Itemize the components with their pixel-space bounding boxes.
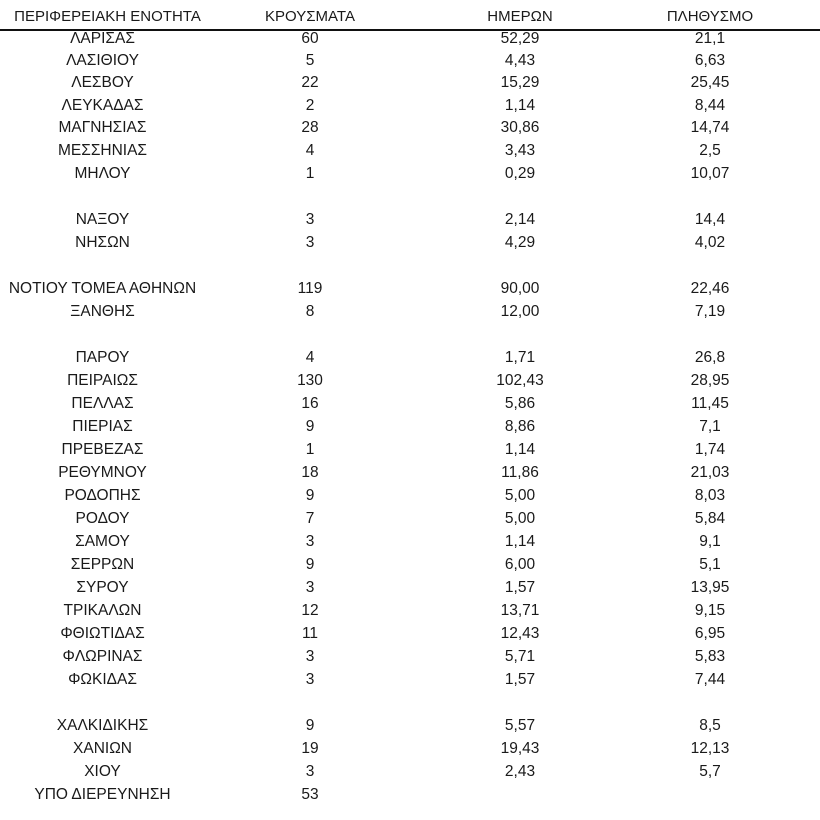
cell-days: 52,29 [500, 30, 540, 47]
cell-cases: 3 [305, 533, 315, 550]
cell-region: ΜΑΓΝΗΣΙΑΣ [58, 119, 147, 136]
cell-region: ΧΙΟΥ [84, 763, 121, 780]
table-row [0, 761, 820, 783]
cell-population: 9,15 [694, 602, 726, 619]
cell-population: 25,45 [690, 74, 730, 91]
table-row [0, 209, 820, 231]
cell-days [430, 784, 610, 806]
cell-region: ΛΕΣΒΟΥ [71, 74, 134, 91]
cell-cases: 9 [305, 487, 315, 504]
cell-cases: 53 [301, 786, 319, 803]
cell-days: 11,86 [501, 464, 539, 481]
cell-cases: 9 [305, 717, 315, 734]
cell-region: ΦΛΩΡΙΝΑΣ [62, 648, 143, 665]
cell-population: 14,74 [690, 119, 730, 136]
table-row [0, 278, 820, 300]
cell-region: ΛΕΥΚΑΔΑΣ [61, 97, 144, 114]
cell-days: 2,14 [504, 211, 536, 228]
cell-population: 5,1 [699, 556, 721, 573]
cell-population: 13,95 [690, 579, 730, 596]
cell-population: 4,02 [694, 234, 726, 251]
table-row [0, 117, 820, 139]
table-row [0, 462, 820, 484]
cell-region: ΥΠΟ ΔΙΕΡΕΥΝΗΣΗ [34, 786, 171, 803]
cell-population: 12,13 [690, 740, 730, 757]
cell-days: 6,00 [504, 556, 536, 573]
cell-cases: 3 [305, 211, 315, 228]
cell-days: 1,57 [504, 579, 536, 596]
cell-cases: 4 [305, 349, 315, 366]
cell-region: ΝΑΞΟΥ [75, 211, 130, 228]
cell-days: 30,86 [500, 119, 540, 136]
table-row [0, 600, 820, 622]
cell-cases: 9 [305, 418, 315, 435]
table-row [0, 669, 820, 691]
cell-population: 5,84 [694, 510, 726, 527]
cell-days: 13,71 [500, 602, 540, 619]
cell-region: ΡΕΘΥΜΝΟΥ [58, 464, 147, 481]
cell-population: 8,44 [694, 97, 726, 114]
cell-days: 5,00 [504, 487, 536, 504]
table-row [0, 531, 820, 553]
cell-population: 7,1 [699, 418, 721, 435]
cell-days: 2,43 [504, 763, 536, 780]
table-row [0, 232, 820, 254]
cell-region: ΤΡΙΚΑΛΩΝ [63, 602, 142, 619]
table-row [0, 485, 820, 507]
table-row [0, 370, 820, 392]
cell-region: ΡΟΔΟΥ [75, 510, 130, 527]
table-row [0, 347, 820, 369]
cell-cases: 7 [305, 510, 315, 527]
cell-days: 5,71 [504, 648, 536, 665]
cell-cases: 12 [301, 602, 319, 619]
cell-population: 7,44 [694, 671, 726, 688]
cell-population: 11,45 [691, 395, 729, 412]
table-row [0, 163, 820, 185]
header-cases: ΚΡΟΥΣΜΑΤΑ [265, 8, 355, 25]
cell-cases: 11 [301, 625, 319, 642]
table-row [0, 738, 820, 760]
cell-cases: 19 [301, 740, 319, 757]
cell-days: 1,57 [504, 671, 536, 688]
cell-region: ΠΕΙΡΑΙΩΣ [67, 372, 138, 389]
cell-days: 1,14 [504, 441, 536, 458]
table-row [0, 95, 820, 117]
cell-population: 6,63 [694, 52, 726, 69]
cell-cases: 3 [305, 671, 315, 688]
cell-population: 8,03 [694, 487, 726, 504]
table-row [0, 508, 820, 530]
cell-region: ΠΑΡΟΥ [75, 349, 130, 366]
cell-cases: 3 [305, 234, 315, 251]
cell-cases: 3 [305, 579, 315, 596]
cell-days: 15,29 [500, 74, 540, 91]
cell-region: ΜΕΣΣΗΝΙΑΣ [57, 142, 148, 159]
table-row [0, 28, 820, 50]
table-row [0, 439, 820, 461]
cell-days: 1,14 [504, 533, 536, 550]
table-row [0, 50, 820, 72]
table-row [0, 140, 820, 162]
cell-days: 102,43 [496, 372, 544, 389]
cell-population [620, 784, 800, 806]
cell-region: ΛΑΣΙΘΙΟΥ [66, 52, 139, 69]
cell-population: 5,7 [699, 763, 721, 780]
cell-cases: 5 [305, 52, 315, 69]
cell-cases: 1 [305, 441, 315, 458]
cell-region: ΠΡΕΒΕΖΑΣ [61, 441, 144, 458]
cell-region: ΣΕΡΡΩΝ [70, 556, 135, 573]
cell-cases: 18 [301, 464, 319, 481]
cell-region: ΠΕΛΛΑΣ [71, 395, 134, 412]
cell-population: 10,07 [690, 165, 730, 182]
cell-population: 21,03 [690, 464, 730, 481]
cell-cases: 3 [305, 648, 315, 665]
cell-cases: 22 [301, 74, 319, 91]
table-row [0, 554, 820, 576]
cell-region: ΧΑΝΙΩΝ [73, 740, 132, 757]
header-population: ΠΛΗΘΥΣΜΟ [666, 8, 754, 25]
cell-days: 4,29 [504, 234, 536, 251]
header-region: ΠΕΡΙΦΕΡΕΙΑΚΗ ΕΝΟΤΗΤΑ [14, 8, 201, 25]
cell-region: ΦΩΚΙΔΑΣ [68, 671, 137, 688]
table-row [0, 301, 820, 323]
cell-region: ΣΑΜΟΥ [75, 533, 130, 550]
cell-population: 14,4 [694, 211, 726, 228]
cell-region: ΞΑΝΘΗΣ [70, 303, 135, 320]
cell-days: 0,29 [504, 165, 536, 182]
cell-days: 19,43 [500, 740, 540, 757]
table-row [0, 72, 820, 94]
cell-cases: 119 [297, 280, 323, 297]
cell-region: ΠΙΕΡΙΑΣ [72, 418, 133, 435]
cell-days: 5,57 [504, 717, 536, 734]
cell-population: 9,1 [699, 533, 721, 550]
cell-days: 5,86 [504, 395, 536, 412]
cell-days: 12,43 [500, 625, 540, 642]
cell-days: 12,00 [500, 303, 540, 320]
cell-population: 26,8 [694, 349, 726, 366]
cell-days: 1,14 [504, 97, 536, 114]
cell-population: 5,83 [694, 648, 726, 665]
cell-cases: 8 [305, 303, 315, 320]
table-row [0, 715, 820, 737]
cell-population: 21,1 [694, 30, 726, 47]
cell-days: 3,43 [504, 142, 536, 159]
cell-cases: 9 [305, 556, 315, 573]
table-row [0, 577, 820, 599]
cell-days: 1,71 [504, 349, 536, 366]
cell-cases: 4 [305, 142, 315, 159]
cell-population: 7,19 [694, 303, 726, 320]
cell-cases: 3 [305, 763, 315, 780]
header-days: ΗΜΕΡΩΝ [487, 8, 553, 25]
cell-days: 4,43 [504, 52, 536, 69]
cell-region: ΡΟΔΟΠΗΣ [64, 487, 141, 504]
cell-population: 28,95 [690, 372, 730, 389]
cell-region: ΝΗΣΩΝ [75, 234, 130, 251]
cell-cases: 28 [301, 119, 319, 136]
cell-population: 8,5 [699, 717, 721, 734]
cell-region: ΛΑΡΙΣΑΣ [70, 30, 135, 47]
cell-days: 8,86 [504, 418, 536, 435]
cell-region: ΧΑΛΚΙΔΙΚΗΣ [56, 717, 149, 734]
cell-cases: 60 [301, 30, 319, 47]
cell-region: ΣΥΡΟΥ [76, 579, 129, 596]
cell-population: 22,46 [690, 280, 730, 297]
cell-population: 6,95 [694, 625, 726, 642]
cell-population: 2,5 [699, 142, 721, 159]
table-row [0, 416, 820, 438]
table-row [0, 623, 820, 645]
table-row [0, 393, 820, 415]
cell-cases: 1 [305, 165, 315, 182]
cell-cases: 16 [301, 395, 319, 412]
cell-region: ΦΘΙΩΤΙΔΑΣ [60, 625, 145, 642]
cell-cases: 130 [297, 372, 323, 389]
cell-cases: 2 [305, 97, 315, 114]
cell-region: ΝΟΤΙΟΥ ΤΟΜΕΑ ΑΘΗΝΩΝ [8, 280, 197, 297]
cell-population: 1,74 [694, 441, 726, 458]
cell-days: 5,00 [504, 510, 536, 527]
cell-region: ΜΗΛΟΥ [74, 165, 131, 182]
table-row [0, 646, 820, 668]
cell-days: 90,00 [500, 280, 540, 297]
table-row [0, 784, 820, 806]
